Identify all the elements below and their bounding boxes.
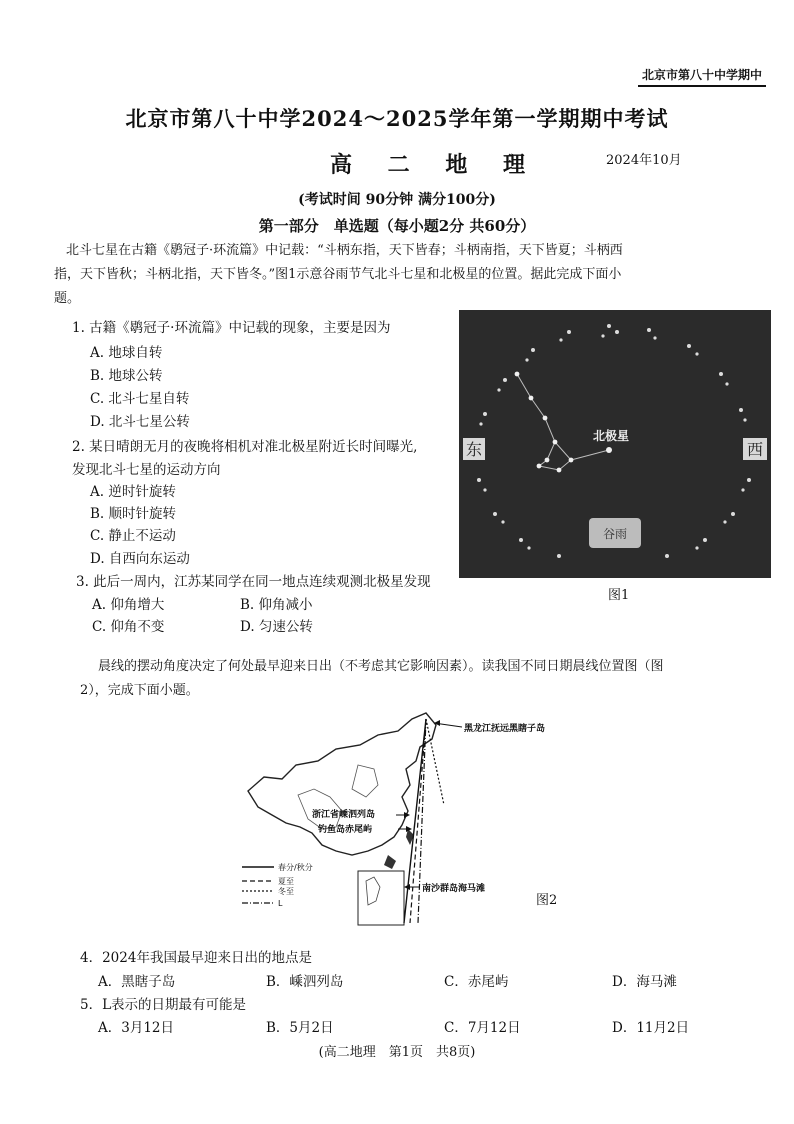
figure1-star-svg [459,310,771,578]
q4-option-b[interactable]: B．嵊泗列岛 [266,974,344,990]
q2-stem-1: 2. 某日晴朗无月的夜晚将相机对准北极星附近长时间曝光, [72,439,418,455]
label-heixiazi: 黑龙江抚远黑瞎子岛 [464,724,546,734]
fig1-east-label: 东 [465,440,483,459]
intro1-line1: 北斗七星在古籍《鹖冠子·环流篇》中记载：“斗柄东指，天下皆春；斗柄南指，天下皆夏；斗柄西 [66,243,623,258]
legend-l: L [278,899,283,908]
q4-option-d[interactable]: D．海马滩 [612,974,677,990]
part-heading: 第一部分 单选题（每小题2分 共60分） [258,217,536,235]
q3-option-b[interactable]: B. 仰角减小 [240,597,313,613]
intro2-line2: 2），完成下面小题。 [80,683,199,698]
q1-option-d[interactable]: D. 北斗七星公转 [90,414,190,430]
q2-option-c[interactable]: C. 静止不运动 [90,528,176,544]
figure1-caption: 图1 [608,588,630,603]
legend-equinox: 春分/秋分 [278,863,313,872]
page-footer: (高二地理 第1页 共8页) [318,1045,476,1060]
figure2-map-svg [238,705,583,927]
q1-option-a[interactable]: A. 地球自转 [90,345,163,361]
q5-stem: 5．L表示的日期最有可能是 [80,997,247,1013]
legend-winter-solstice: 冬至 [278,887,294,896]
exam-date: 2024年10月 [606,153,682,168]
q2-option-b[interactable]: B. 顺时针旋转 [90,506,177,522]
intro1-line3: 题。 [54,291,81,306]
figure1-star-map [459,310,771,578]
exam-info: (考试时间 90分钟 满分100分) [298,192,496,208]
q1-option-b[interactable]: B. 地球公转 [90,368,163,384]
q1-option-c[interactable]: C. 北斗七星自转 [90,391,190,407]
q2-stem-2: 发现北斗七星的运动方向 [72,462,221,478]
q5-option-a[interactable]: A．3月12日 [98,1020,175,1036]
q2-option-a[interactable]: A. 逆时针旋转 [90,484,176,500]
q5-option-d[interactable]: D．11月2日 [612,1020,690,1036]
fig1-west-label: 西 [746,440,764,459]
q2-option-d[interactable]: D. 自西向东运动 [90,551,190,567]
q3-option-d[interactable]: D. 匀速公转 [240,619,313,635]
intro1-line2: 指，天下皆秋；斗柄北指，天下皆冬。”图1示意谷雨节气北斗七星和北极星的位置。据此完成下面小 [54,267,622,282]
label-diaoyu: 钓鱼岛赤尾屿 [318,825,373,835]
figure2-caption: 图2 [536,893,558,908]
label-nansha: 南沙群岛海马滩 [422,884,486,894]
fig1-polaris-label: 北极星 [592,429,630,443]
q4-option-a[interactable]: A．黑瞎子岛 [98,974,176,990]
subject-title: 高 二 地 理 [330,152,539,178]
label-zhejiang: 浙江省嵊泗列岛 [312,810,376,820]
q1-stem: 1. 古籍《鹖冠子·环流篇》中记载的现象，主要是因为 [72,320,391,336]
q3-option-a[interactable]: A. 仰角增大 [92,597,165,613]
exam-title: 北京市第八十中学2024～2025学年第一学期期中考试 [125,106,669,131]
q5-option-b[interactable]: B．5月2日 [266,1020,334,1036]
intro2-line1: 晨线的摆动角度决定了何处最早迎来日出（不考虑其它影响因素）。读我国不同日期晨线位置图（图 [98,659,664,674]
school-tag: 北京市第八十中学期中 [638,64,766,87]
q3-option-c[interactable]: C. 仰角不变 [92,619,165,635]
fig1-grain-rain-label: 谷雨 [602,527,628,541]
q4-option-c[interactable]: C．赤尾屿 [444,974,509,990]
q5-option-c[interactable]: C．7月12日 [444,1020,521,1036]
figure2-map [238,705,583,927]
legend-summer-solstice: 夏至 [278,877,294,886]
q3-stem: 3. 此后一周内，江苏某同学在同一地点连续观测北极星发现 [76,574,431,590]
q4-stem: 4．2024年我国最早迎来日出的地点是 [80,950,312,966]
